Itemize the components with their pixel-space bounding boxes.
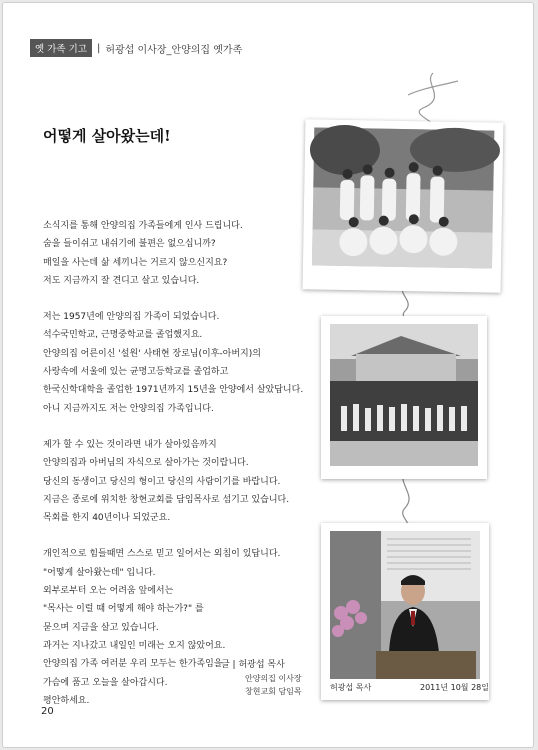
text-line: 안양의집 어른이신 '설원' 사태현 장로님(이후-아버지)의 [43,348,261,359]
text-line: 가슴에 품고 오늘을 살아갑시다. [43,677,168,688]
page-number: 20 [41,706,54,717]
text-line: 외부로부터 오는 어려움 앞에서는 [43,586,174,597]
text-line: 저도 지금까지 잘 견디고 살고 있습니다. [43,275,200,286]
group-photo-old [303,119,504,292]
text-line: 당신의 동생이고 당신의 형이고 당신의 사람이기를 바랍니다. [43,476,281,487]
author-byline: 글 | 허광섭 목사 [221,660,285,670]
header-separator: | [96,42,101,54]
page [2,2,534,748]
text-line: 개인적으로 힘들때면 스스로 믿고 일어서는 외침이 있답니다. [43,549,281,560]
caption-name: 허광섭 목사 [330,683,372,692]
text-line: "목사는 이럴 때 어떻게 해야 하는가?" 를 [43,604,204,615]
text-line: 매일을 사는데 삶 세끼니는 거르지 않으신지요? [43,257,228,268]
text-line: 안양의집과 아버님의 자식으로 살아가는 것이랍니다. [43,458,249,469]
text-line: 사랑속에 서울에 있는 균명고등학교를 졸업하고 [43,367,229,378]
text-line: 과거는 지나갔고 내일인 미래는 오지 않았어요. [43,640,226,651]
article-title: 어떻게 살아왔는데! [43,127,171,145]
text-line: 평안하세요. [43,695,90,706]
text-line: "어떻게 살아왔는데" 입니다. [43,567,156,578]
text-line: 저는 1957년에 안양의집 가족이 되었습니다. [43,312,220,323]
text-line: 안양의집 가족 여러분 우리 모두는 한가족임을 [43,659,223,670]
text-line: 제가 할 수 있는 것이라면 내가 살아있음까지 [43,439,217,450]
text-line: 석수국민학교, 근명중학교를 졸업했지요. [43,330,203,341]
pastor-speaking-photo [321,523,489,700]
text-line: 지금은 종로에 위치한 창현교회를 담임목사로 섬기고 있습니다. [43,494,290,505]
author-role: 안양의집 이사장 [245,674,302,683]
caption-date: 2011년 10월 28일 [420,683,489,692]
text-line: 한국신학대학을 졸업한 1971년까지 15년을 안양에서 살았답니다. [43,385,304,396]
header-subtitle: 허광섭 이사장_안양의집 옛가족 [105,44,243,56]
author-church: 창현교회 담임목 [245,687,302,696]
text-line: 묻으며 지금을 살고 있습니다. [43,622,159,633]
photo-caption [330,682,489,693]
section-tag: 옛 가족 기고 [30,39,92,57]
text-line: 소식지를 통해 안양의집 가족들에게 인사 드립니다. [43,221,243,231]
orphanage-building-photo [321,316,487,479]
text-line: 숨을 들이쉬고 내쉬기에 불편은 없으십니까? [43,239,216,250]
text-line: 목회를 한지 40년이나 되었군요. [43,513,171,524]
text-line: 아니 지금까지도 저는 안양의집 가족입니다. [43,403,214,414]
